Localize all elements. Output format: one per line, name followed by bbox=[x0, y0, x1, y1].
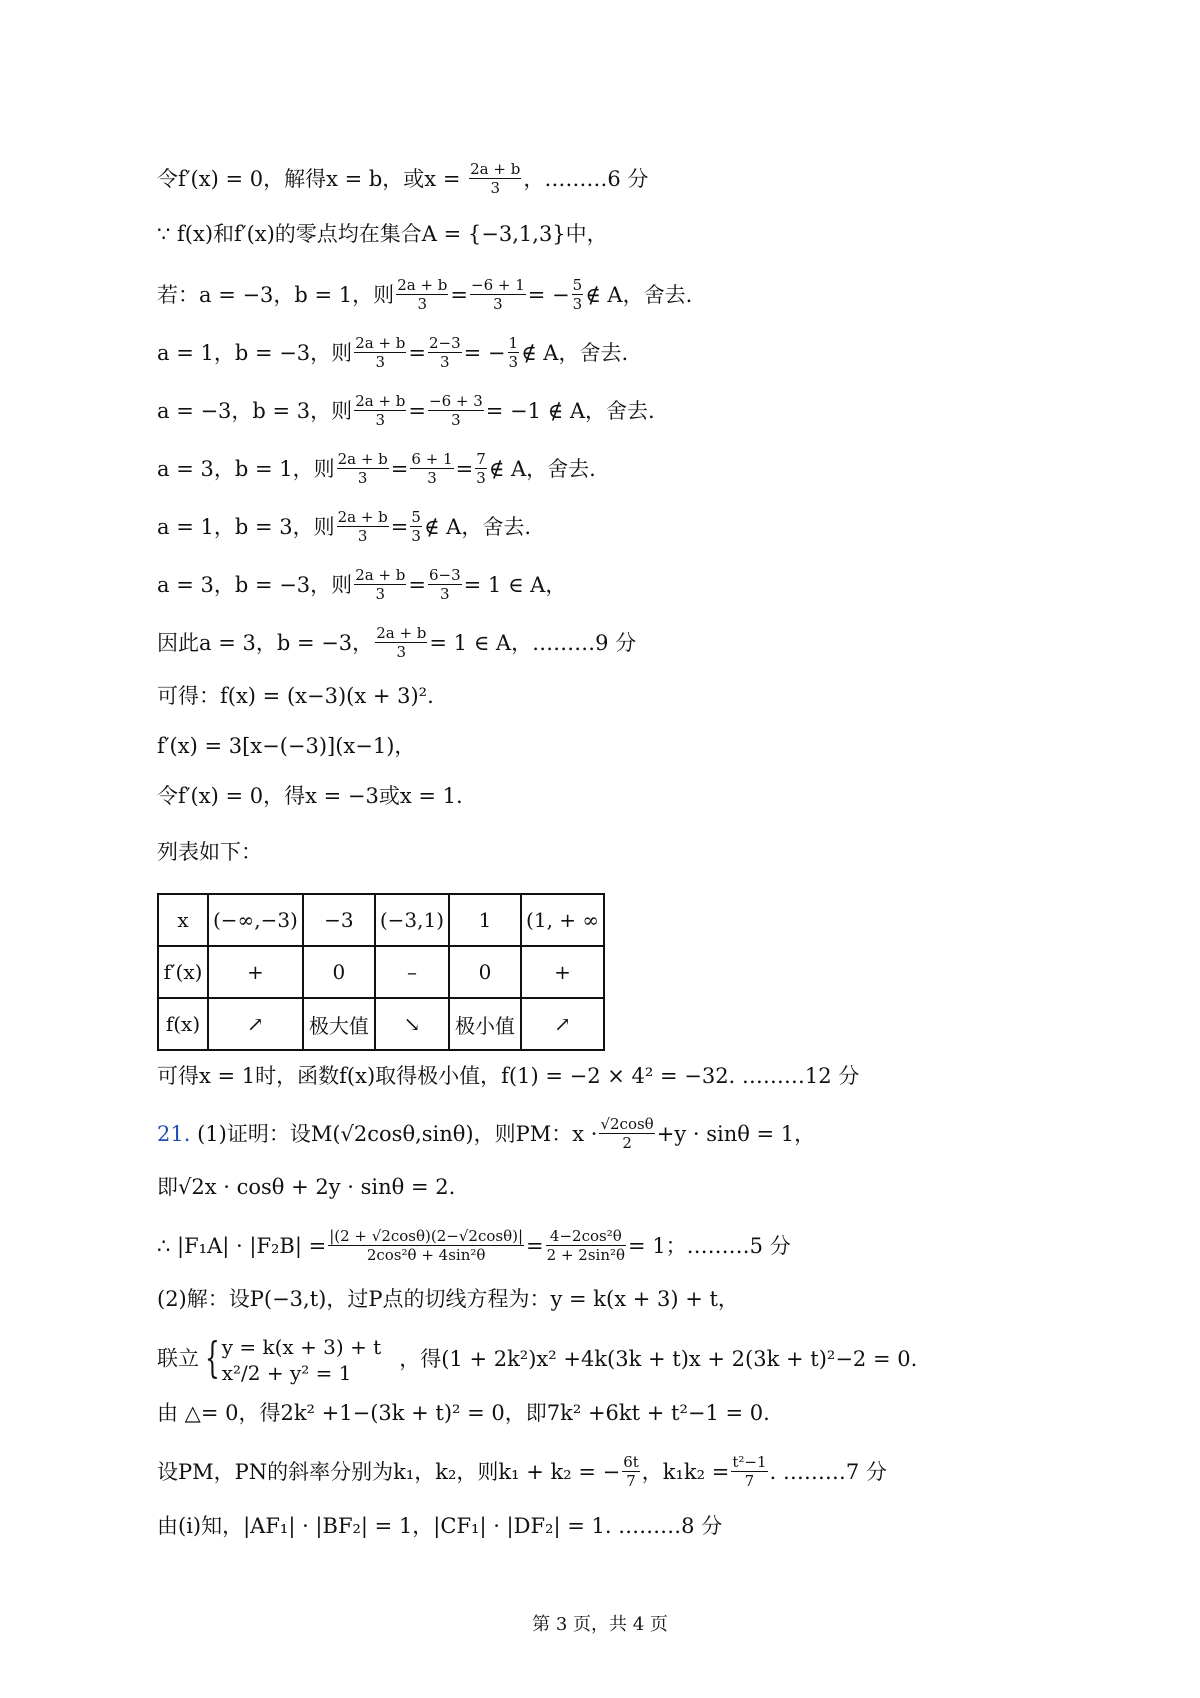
table-cell: + bbox=[521, 946, 604, 998]
table-cell: 1 bbox=[449, 894, 521, 946]
table-cell: 极大值 bbox=[303, 998, 375, 1050]
line-case-2: a = 1，b = −3，则 $\frac{2a + b}{3}$ = $\frac{2-3}{3}$ = − $\frac{1}{3}$ ∉ A，舍去. bbox=[157, 334, 629, 371]
fraction: $\frac{2a + b}{3}$ bbox=[376, 624, 427, 661]
line-system: 联立 { y = k(x + 3) + t x²/2 + y² = 1 ，得(1 + 2k²)x² +4k(3k + t)x + 2(3k + t)²−2 = 0. bbox=[157, 1333, 918, 1385]
line-slopes: 设PM，PN的斜率分别为k₁，k₂，则k₁ + k₂ = − $\frac{6t}{7}$ ，k₁k₂ = $\frac{\text{t²−1}}{7}$ . ………7 分 bbox=[157, 1453, 887, 1490]
fraction: $\frac{5}{3}$ bbox=[411, 508, 421, 545]
fraction: $\frac{2a + b}{3}$ bbox=[337, 508, 388, 545]
table-row bbox=[158, 946, 604, 998]
table-cell: ↗ bbox=[208, 998, 303, 1050]
line-critical-points: 令f′(x) = 0，得x = −3或x = 1. bbox=[157, 784, 463, 808]
table-cell: ↘ bbox=[375, 998, 449, 1050]
brace-icon: { bbox=[205, 1333, 220, 1382]
line-f-prime-expression: f′(x) = 3[x−(−3)](x−1)， bbox=[157, 734, 416, 758]
line-discriminant: 由 △= 0，得2k² +1−(3k + t)² = 0，即7k² +6kt + t²−1 = 0. bbox=[157, 1401, 770, 1425]
fraction: $\frac{\text{t²−1}}{7}$ bbox=[732, 1453, 767, 1490]
line-zeros-in-set: ∵ f(x)和f′(x)的零点均在集合A = {−3,1,3}中， bbox=[157, 222, 608, 246]
table-cell: −3 bbox=[303, 894, 375, 946]
line-f-expression: 可得：f(x) = (x−3)(x + 3)². bbox=[157, 684, 434, 708]
table-cell: (−3,1) bbox=[375, 894, 449, 946]
table-cell: + bbox=[208, 946, 303, 998]
line-case-3: a = −3，b = 3，则 $\frac{2a + b}{3}$ = $\frac{-6 + 3}{3}$ = −1 ∉ A，舍去. bbox=[157, 392, 655, 429]
fraction: $\frac{2a + b}{3}$ bbox=[397, 276, 448, 313]
fraction: $\frac{2a + b}{3}$ bbox=[355, 566, 406, 603]
table-cell: x bbox=[158, 894, 208, 946]
question-number: 21. bbox=[157, 1122, 191, 1146]
line-case-1: 若：a = −3，b = 1，则 $\frac{2a + b}{3}$ = $\frac{-6 + 1}{3}$ = − $\frac{5}{3}$ ∉ A，舍去. bbox=[157, 276, 693, 313]
line-from-part-i: 由(i)知，|AF₁| · |BF₂| = 1，|CF₁| · |DF₂| = 1. ………8 分 bbox=[157, 1514, 723, 1538]
fraction: $\frac{6t}{7}$ bbox=[623, 1453, 639, 1490]
table-row bbox=[158, 894, 604, 946]
equation-system: y = k(x + 3) + t x²/2 + y² = 1 bbox=[221, 1335, 382, 1385]
fraction: $\frac{-6 + 1}{3}$ bbox=[471, 276, 525, 313]
fraction: $\frac{2a + b}{3}$ bbox=[337, 450, 388, 487]
fraction: $\frac{-6 + 3}{3}$ bbox=[429, 392, 483, 429]
table-cell: 0 bbox=[303, 946, 375, 998]
line-product-proof: ∴ |F₁A| · |F₂B| = $\frac{|(2 + √2\cos\theta)(2-√2\cos\theta)|}{\text{2cos²θ + 4sin²θ}}$ = $\frac{\text{4−2cos²θ}}{\text{2 + 2sin²θ}}$ = 1；………5 分 bbox=[157, 1227, 791, 1264]
line-q21-proof: 21. (1)证明：设M(√2cosθ,sinθ)，则PM：x · $\frac{√2\cos\theta}{2}$ +y · sinθ = 1， bbox=[157, 1115, 816, 1152]
line-tangent-eq: 即√2x · cosθ + 2y · sinθ = 2. bbox=[157, 1175, 456, 1199]
line-conclusion: 因此a = 3，b = −3， $\frac{2a + b}{3}$ = 1 ∈ A，………9 分 bbox=[157, 624, 637, 661]
table-cell: (−∞,−3) bbox=[208, 894, 303, 946]
fraction: $\frac{√2\cos\theta}{2}$ bbox=[600, 1115, 654, 1152]
line-derivative-zero: 令f′(x) = 0，解得x = b，或x = $\frac{2a + b}{3}$ ，………6 分 bbox=[157, 160, 649, 197]
line-minimum-value: 可得x = 1时，函数f(x)取得极小值，f(1) = −2 × 4² = −32. ………12 分 bbox=[157, 1064, 860, 1088]
fraction: $\frac{2a + b}{3}$ bbox=[355, 334, 406, 371]
table-cell: f(x) bbox=[158, 998, 208, 1050]
table-cell: (1, + ∞ bbox=[521, 894, 604, 946]
fraction: $\frac{2a + b}{3}$ bbox=[355, 392, 406, 429]
table-cell: ↗ bbox=[521, 998, 604, 1050]
line-table-intro: 列表如下： bbox=[157, 840, 262, 864]
line-case-4: a = 3，b = 1，则 $\frac{2a + b}{3}$ = $\frac{6 + 1}{3}$ = $\frac{7}{3}$ ∉ A，舍去. bbox=[157, 450, 596, 487]
fraction: $\frac{7}{3}$ bbox=[476, 450, 486, 487]
table-row bbox=[158, 998, 604, 1050]
table-cell: 极小值 bbox=[449, 998, 521, 1050]
fraction: $\frac{6-3}{3}$ bbox=[429, 566, 461, 603]
line-case-6: a = 3，b = −3，则 $\frac{2a + b}{3}$ = $\frac{6-3}{3}$ = 1 ∈ A， bbox=[157, 566, 567, 603]
fraction: $\frac{\text{4−2cos²θ}}{\text{2 + 2sin²θ}}$ bbox=[546, 1227, 626, 1264]
line-part2-setup: (2)解：设P(−3,t)，过P点的切线方程为：y = k(x + 3) + t， bbox=[157, 1287, 739, 1311]
variation-table bbox=[157, 893, 605, 1051]
fraction: $\frac{6 + 1}{3}$ bbox=[411, 450, 453, 487]
table-cell: – bbox=[375, 946, 449, 998]
fraction: $\frac{2a + b}{3}$ bbox=[470, 160, 521, 197]
table-cell: 0 bbox=[449, 946, 521, 998]
table-cell: f′(x) bbox=[158, 946, 208, 998]
fraction: $\frac{1}{3}$ bbox=[508, 334, 519, 371]
fraction: $\frac{2-3}{3}$ bbox=[429, 334, 461, 371]
line-case-5: a = 1，b = 3，则 $\frac{2a + b}{3}$ = $\frac{5}{3}$ ∉ A，舍去. bbox=[157, 508, 531, 545]
fraction: $\frac{5}{3}$ bbox=[572, 276, 583, 313]
page-footer: 第 3 页，共 4 页 bbox=[532, 1614, 668, 1635]
fraction: $\frac{|(2 + √2\cos\theta)(2-√2\cos\theta)|}{\text{2cos²θ + 4sin²θ}}$ bbox=[329, 1227, 524, 1264]
